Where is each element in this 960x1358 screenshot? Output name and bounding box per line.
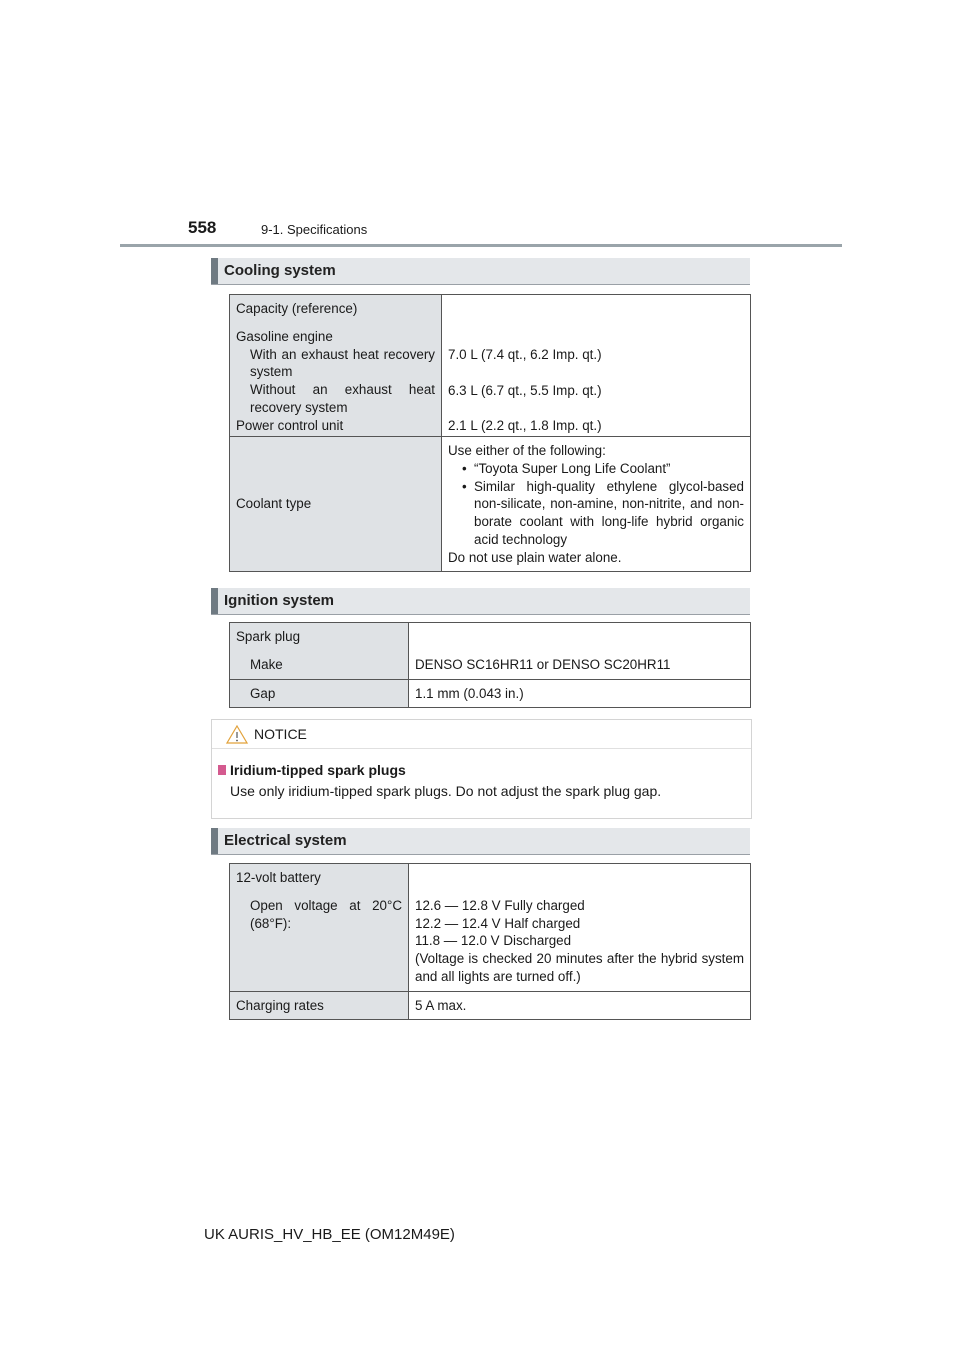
table-row: [230, 680, 751, 708]
pcu-label: Power control unit: [236, 417, 344, 433]
with-recovery-value: 7.0 L (7.4 qt., 6.2 Imp. qt.): [448, 347, 602, 362]
table-row: [230, 864, 751, 992]
page-number: 558: [188, 218, 217, 237]
section-title: Electrical system: [224, 832, 347, 849]
header-divider: [120, 244, 842, 247]
notice-box: [211, 719, 752, 819]
make-value: DENSO SC16HR11 or DENSO SC20HR11: [415, 656, 671, 672]
gap-label-cell: [230, 680, 409, 708]
coolant-intro: Use either of the following:: [448, 443, 606, 458]
coolant-value-cell: [442, 437, 751, 572]
without-recovery-label: Without an exhaust heat recovery system: [250, 382, 435, 415]
cooling-spec-table: [229, 294, 751, 572]
voltage-check-note: (Voltage is checked 20 minutes after the hybrid system and all lights are turned off.): [415, 951, 744, 984]
battery-label: 12-volt battery: [236, 870, 321, 885]
notice-subtitle-row: [218, 762, 406, 778]
page-footer: UK AURIS_HV_HB_EE (OM12M49E): [204, 1226, 455, 1243]
discharged-line: 11.8 — 12.0 V Discharged: [415, 933, 572, 949]
rates-label-cell: [230, 992, 409, 1020]
section-heading-ignition: [211, 588, 750, 615]
coolant-option-1: • “Toyota Super Long Life Coolant”: [448, 460, 744, 478]
gap-label: Gap: [250, 685, 276, 701]
gap-value-cell: [409, 680, 751, 708]
charging-rates-value: 5 A max.: [415, 997, 467, 1013]
battery-label-cell: [230, 864, 409, 992]
capacity-label-cell: [230, 295, 442, 437]
without-recovery-value: 6.3 L (6.7 qt., 5.5 Imp. qt.): [448, 382, 602, 398]
half-charged-line: 12.2 — 12.4 V Half charged: [415, 915, 581, 931]
spark-plug-label: Spark plug: [236, 629, 301, 644]
section-heading-electrical: [211, 828, 750, 855]
fully-charged-line: 12.6 — 12.8 V Fully charged: [415, 897, 585, 913]
spark-value-cell: [409, 623, 751, 680]
rates-value-cell: [409, 992, 751, 1020]
electrical-spec-table: [229, 863, 751, 1020]
capacity-value-cell: [442, 295, 751, 437]
gasoline-label: Gasoline engine: [236, 328, 333, 344]
section-heading-cooling: [211, 258, 750, 285]
capacity-label: Capacity (reference): [236, 301, 358, 316]
section-title: Cooling system: [224, 262, 336, 279]
notice-text: Use only iridium-tipped spark plugs. Do not adjust the spark plug gap.: [230, 783, 662, 799]
coolant-label-cell: [230, 437, 442, 572]
section-title: Ignition system: [224, 592, 335, 609]
spark-label-cell: [230, 623, 409, 680]
ignition-spec-table: [229, 622, 751, 708]
coolant-label: Coolant type: [236, 496, 312, 512]
notice-label: NOTICE: [254, 726, 307, 742]
open-voltage-label: Open voltage at 20°C (68°F):: [250, 897, 402, 931]
battery-value-cell: [409, 864, 751, 992]
make-label: Make: [250, 656, 283, 672]
coolant-note: Do not use plain water alone.: [448, 549, 622, 565]
notice-subtitle: Iridium-tipped spark plugs: [230, 762, 406, 778]
charging-rates-label: Charging rates: [236, 997, 324, 1013]
gap-value: 1.1 mm (0.043 in.): [415, 685, 524, 701]
pcu-value: 2.1 L (2.2 qt., 1.8 Imp. qt.): [448, 418, 602, 434]
table-row: [230, 992, 751, 1020]
table-row: [230, 295, 751, 437]
with-recovery-label: With an exhaust heat recovery system: [250, 346, 435, 380]
table-row: [230, 437, 751, 572]
warning-triangle-icon: [226, 725, 248, 744]
table-row: [230, 623, 751, 680]
square-bullet-icon: [218, 765, 226, 775]
notice-header: [212, 720, 751, 749]
chapter-title: 9-1. Specifications: [261, 222, 368, 237]
coolant-option-2: • Similar high-quality ethylene glycol-based non-silicate, non-amine, non-nitrite, and non-borate coolant with long-life hybrid organic acid technology: [448, 478, 744, 549]
